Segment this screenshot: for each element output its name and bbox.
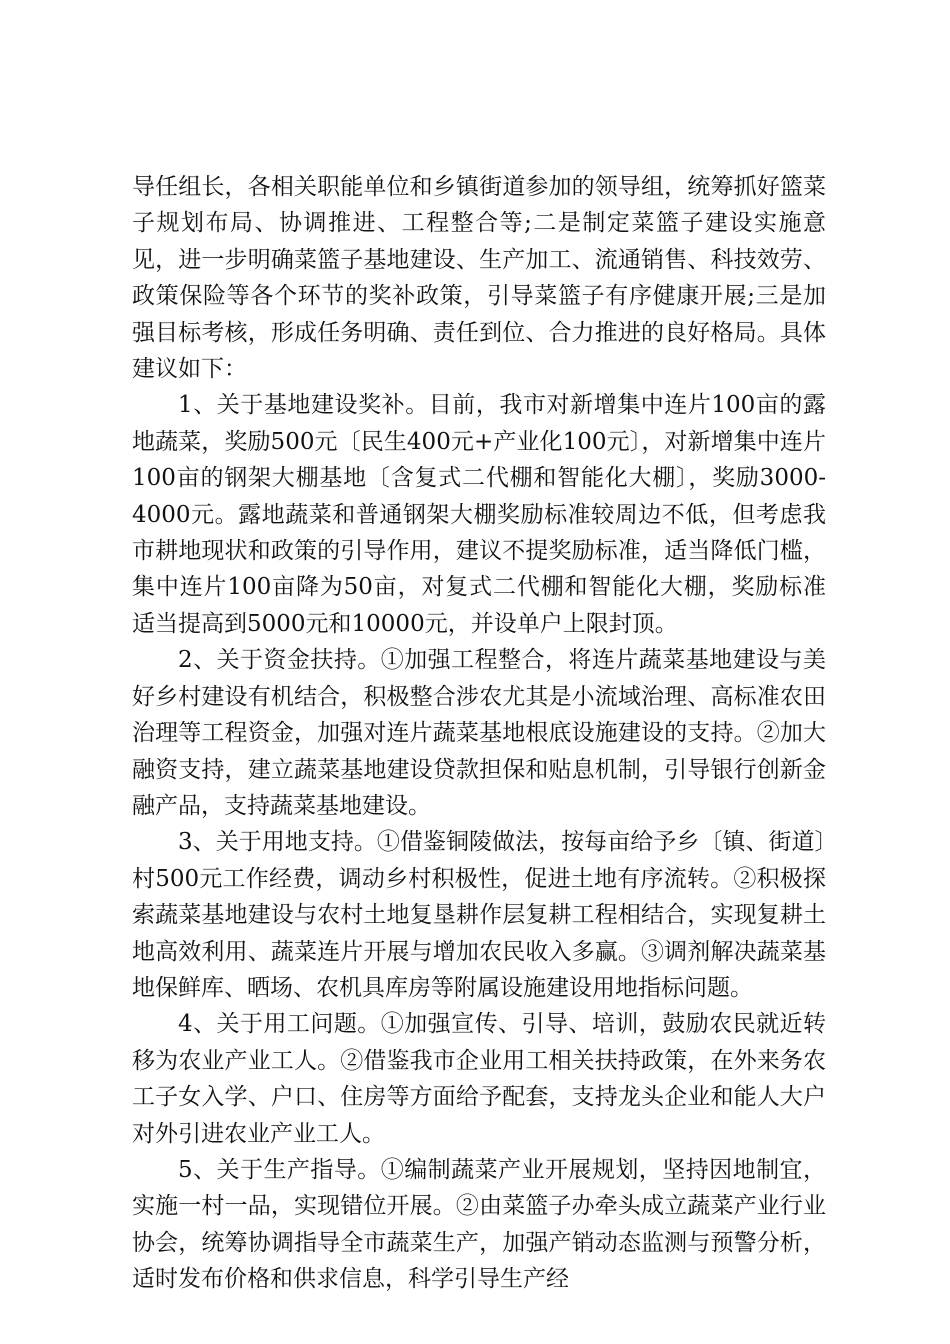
paragraph-production-guidance: 5、关于生产指导。①编制蔬菜产业开展规划，坚持因地制宜，实施一村一品，实现错位开展。②由菜篮子办牵头成立蔬菜产业行业协会，统筹协调指导全市蔬菜生产，加强产销动态监测与预警分析，适时发布价格和供求信息，科学引导生产经: [132, 1156, 826, 1293]
paragraph-base-construction-subsidy: 1、关于基地建设奖补。目前，我市对新增集中连片100亩的露地蔬菜，奖励500元〔民生400元+产业化100元〕，对新增集中连片100亩的钢架大棚基地〔含复式二代棚和智能化大棚〕，奖励3000-4000元。露地蔬菜和普通钢架大棚奖励标准较周边不低，但考虑我市耕地现状和政策的引导作用，建议不提奖励标准，适当降低门槛，集中连片100亩降为50亩，对复式二代棚和智能化大棚，奖励标准适当提高到5000元和10000元，并设单户上限封顶。: [132, 392, 826, 637]
paragraph-funding-support: 2、关于资金扶持。①加强工程整合，将连片蔬菜基地建设与美好乡村建设有机结合，积极整合涉农尤其是小流域治理、高标准农田治理等工程资金，加强对连片蔬菜基地根底设施建设的支持。②加大融资支持，建立蔬菜基地建设贷款担保和贴息机制，引导银行创新金融产品，支持蔬菜基地建设。: [132, 647, 826, 819]
paragraph-continuation: 导任组长，各相关职能单位和乡镇街道参加的领导组，统筹抓好篮菜子规划布局、协调推进、工程整合等;二是制定菜篮子建设实施意见，进一步明确菜篮子基地建设、生产加工、流通销售、科技效劳、政策保险等各个环节的奖补政策，引导菜篮子有序健康开展;三是加强目标考核，形成任务明确、责任到位、合力推进的良好格局。具体建议如下：: [132, 174, 826, 383]
paragraph-land-use-support: 3、关于用地支持。①借鉴铜陵做法，按每亩给予乡〔镇、街道〕村500元工作经费，调动乡村积极性，促进土地有序流转。②积极探索蔬菜基地建设与农村土地复垦耕作层复耕工程相结合，实现复耕土地高效利用、蔬菜连片开展与增加农民收入多赢。③调剂解决蔬菜基地保鲜库、晒场、农机具库房等附属设施建设用地指标问题。: [132, 829, 826, 1001]
paragraph-labor-issues: 4、关于用工问题。①加强宣传、引导、培训，鼓励农民就近转移为农业产业工人。②借鉴我市企业用工相关扶持政策，在外来务农工子女入学、户口、住房等方面给予配套，支持龙头企业和能人大户对外引进农业产业工人。: [132, 1011, 826, 1147]
document-body: [132, 169, 826, 1298]
